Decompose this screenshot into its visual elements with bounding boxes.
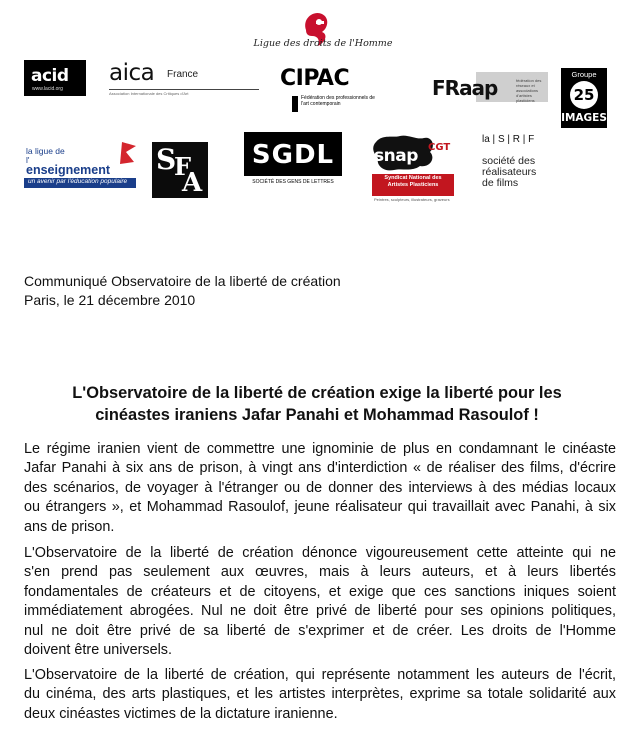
cipac-logo [280,66,380,116]
groupe25-logo-number: 25 [573,86,595,104]
aica-logo [107,60,261,96]
aica-logo-subtitle: Association Internationale des Critiques d'Art [109,91,189,96]
ligue-logo-line2: l' [26,155,30,165]
sgdl-logo-name: SGDL [251,140,335,170]
groupe25-logo [561,68,607,128]
paragraph-line: deux cinéastes victimes de la dictature iranienne. [24,705,338,722]
snap-logo-union: CGT [428,142,451,153]
sfa-logo-f: F [174,152,192,181]
ligue-enseignement-logo [24,142,136,188]
sfa-logo-s: S [156,143,177,176]
paragraph-line: Jafar Panahi à six ans de prison, à vingt ans d'interdiction « de réaliser des films, d'écrire [24,460,616,477]
srf-logo-line3: de films [482,177,519,189]
ligue-logo-flag-icon [120,142,136,164]
cipac-logo-bar [292,96,298,112]
snap-cgt-logo [372,134,454,204]
groupe25-logo-top: Groupe [571,70,597,79]
sgdl-logo [244,132,342,192]
paragraph-line: des scénarios, de voyager à l'étranger ou de donner des interviews à des médias locaux [24,479,616,496]
snap-logo-tagline: Peintres, sculpteurs, illustrateurs, graveurs [374,197,450,202]
paragraph-line: L'Observatoire de la liberté de création dénonce vigoureusement cette atteinte qui ne [24,545,616,561]
communique-title: Communiqué Observatoire de la liberté de création [24,273,341,289]
paragraph-line: Le régime iranien vient de commettre une ignominie de plus en condamnant le cinéaste [24,441,616,457]
paragraph-line: s'en prend pas seulement aux œuvres, mais à leurs auteurs, et à leurs libertés [24,564,616,581]
fraap-logo-subtitle: fédération des réseaux et associations d'artistes plasticiens [516,78,542,103]
paragraph-line: doivent être universels. [24,642,172,659]
paragraph-line: du cinéma, des arts plastiques, et les artistes interprètes, exprime sa totale solidarité aux [24,686,616,703]
sfa-logo-a: A [182,168,203,198]
aica-logo-name: aica [109,60,155,86]
paragraph-line: immédiatement abrogées. Nul ne doit être privé de liberté pour ses opinions politiques, [24,603,616,620]
document-title-line1: L'Observatoire de la liberté de création exige la liberté pour les [72,384,562,402]
ligue-logo-line3: enseignement [26,163,111,177]
ldh-logo-text: Ligue des droits de l'Homme [253,38,393,49]
ligue-logo-line1: la ligue de [26,146,65,156]
aica-logo-rule [109,89,259,90]
acid-logo-url: www.lacid.org [32,86,63,92]
snap-logo-subtitle: Syndicat National des Artistes Plasticiens [384,175,442,188]
communique-dateline: Paris, le 21 décembre 2010 [24,292,196,308]
groupe25-logo-circle [570,81,598,109]
document-title-line2: cinéastes iraniens Jafar Panahi et Mohammad Rasoulof ! [95,406,539,424]
paragraph-line: fondamentales de créateurs et de citoyens, et exige que ces sanctions iniques soient [24,583,616,600]
acid-logo-name: acid [31,66,69,86]
srf-logo-body [482,156,572,189]
sgdl-logo-subtitle: SOCIÉTÉ DES GENS DE LETTRES [252,179,334,185]
sgdl-logo-box [244,132,342,176]
cipac-logo-name: CIPAC [280,66,350,91]
paragraph-2 [24,544,616,660]
communique-header [24,272,341,310]
fraap-logo [432,72,548,102]
paragraph-line: ou étrangers », et Mohammad Rasoulof, jeune réalisateur qui travaillait avec Panahi, à six [24,499,616,516]
fraap-logo-name: FRaap [432,76,498,100]
groupe25-logo-bottom: IMAGES [561,112,607,124]
srf-logo-line2: réalisateurs [482,166,537,178]
paragraph-line: L'Observatoire de la liberté de création, qui représente notamment les auteurs de l'écrit, [24,667,616,683]
aica-logo-country: France [167,69,199,80]
sfa-logo [152,142,208,198]
cipac-logo-subtitle: Fédération des professionnels de l'art contemporain [301,95,375,107]
ligue-logo-tagline: un avenir par l'éducation populaire [28,178,128,185]
snap-logo-band [372,174,454,196]
srf-logo-head: la | S | R | F [482,134,535,145]
paragraph-3 [24,666,616,724]
document-title [24,382,610,426]
paragraph-line: nul ne doit être privé de sa liberté de s'exprimer et de créer. Les droits de l'Homme [24,622,616,639]
acid-logo [24,60,86,96]
srf-logo-line1: société des [482,155,536,167]
ligue-logo-band [24,178,136,188]
paragraph-1 [24,440,616,537]
snap-logo-name: snap [374,146,418,166]
srf-logo [482,134,572,204]
paragraph-line: ans de prison. [24,518,115,535]
